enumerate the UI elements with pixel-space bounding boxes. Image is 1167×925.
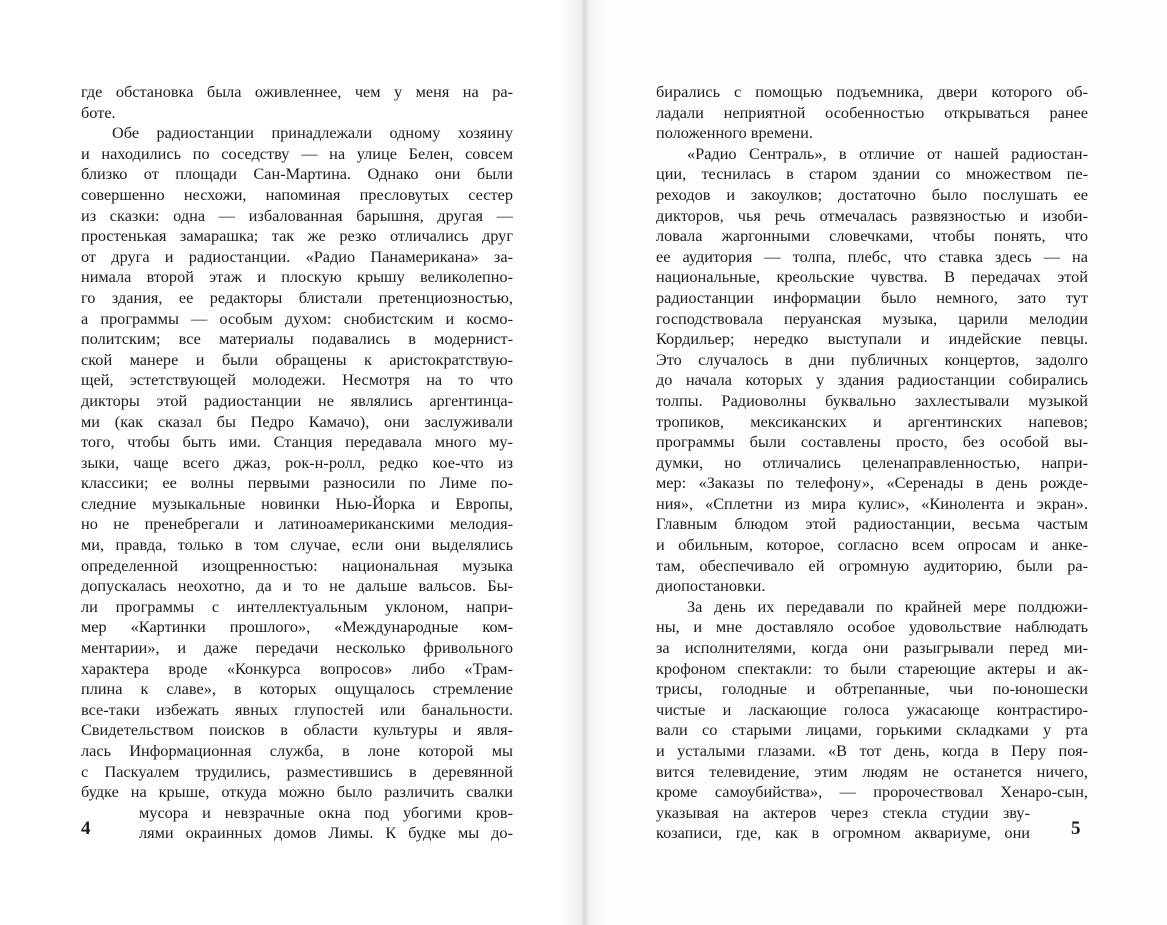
- text-line: мусора и невзрачные окна под убогими кров-: [139, 802, 513, 822]
- text-line: мер: «Заказы по телефону», «Серенады в день рожде-: [656, 473, 1088, 493]
- text-line: ми (как сказал бы Педро Камачо), они заслуживали: [81, 411, 513, 431]
- text-line: «Радио Сентраль», в отличие от нашей радиостан-: [687, 143, 1088, 163]
- text-line: простенькая замарашка; так же резко отличались друг: [81, 226, 513, 246]
- text-line: ловала жаргонными словечками, чтобы понять, что: [656, 226, 1088, 246]
- text-line: все-таки избежать явных глупостей или банальности.: [81, 699, 513, 719]
- text-line: трисы, голодные и обтрепанные, чьи по-юношески: [656, 679, 1088, 699]
- text-line: от друга и радиостанции. «Радио Панамерикана» за-: [81, 246, 513, 266]
- text-line: лась Информационная служба, в лоне которой мы: [81, 741, 513, 760]
- text-line: где обстановка была оживленнее, чем у меня на ра-: [81, 82, 513, 101]
- text-line: того, чтобы быть ими. Станция передавала много му-: [81, 432, 513, 452]
- text-line: ции, теснилась в старом здании со множеством пе-: [656, 164, 1088, 184]
- text-line: думки, но отличались целенаправленностью, напри-: [656, 452, 1088, 472]
- text-line: политским; все материалы подавались в модернист-: [81, 329, 513, 349]
- text-line: классики; ее волны первыми разносили по Лиме по-: [81, 473, 513, 493]
- text-line: до начала которых у здания радиостанции собирались: [656, 370, 1088, 390]
- text-line: программы были составлены просто, без особой вы-: [656, 432, 1088, 452]
- text-line: боте.: [81, 102, 116, 122]
- text-line: радиостанции информации было немного, зато тут: [656, 287, 1088, 307]
- text-line: ской манере и были обращены к аристократствую-: [81, 349, 513, 369]
- text-line: диопостановки.: [656, 576, 766, 596]
- text-line: козаписи, где, как в огромном аквариуме, они: [656, 823, 1030, 843]
- right-page-text: [656, 82, 1088, 844]
- text-line: господствовала перуанская музыка, царили мелодии: [656, 308, 1088, 328]
- text-line: близко от площади Сан-Мартина. Однако они были: [81, 164, 513, 184]
- text-line: следние музыкальные новинки Нью-Йорка и Европы,: [81, 493, 513, 513]
- text-line: Кордильер; нередко выступали и индейские певцы.: [656, 329, 1088, 349]
- text-line: но не пренебрегали и латиноамериканскими мелодия-: [81, 514, 513, 534]
- text-line: толпы. Радиоволны буквально захлестывали музыкой: [656, 390, 1088, 410]
- text-line: Обе радиостанции принадлежали одному хозяину: [112, 123, 513, 143]
- text-line: ны, и мне доставляло особое удовольствие наблюдать: [656, 617, 1088, 637]
- text-line: характера вроде «Конкурса вопросов» либо «Трам-: [81, 658, 513, 678]
- text-line: ладали неприятной особенностью открываться ранее: [656, 102, 1088, 122]
- text-line: ментарии», и даже передачи несколько фривольного: [81, 638, 513, 658]
- text-line: вали со старыми лицами, горькими складками у рта: [656, 720, 1088, 740]
- text-line: совершенно несхожи, напоминая пресловутых сестер: [81, 184, 513, 204]
- text-line: вится телевидение, этим людям не останется ничего,: [656, 761, 1088, 781]
- right-page: [583, 0, 1167, 925]
- text-line: указывая на актеров через стекла студии зву-: [656, 802, 1030, 822]
- text-line: Главным блюдом этой радиостанции, весьма частым: [656, 514, 1088, 534]
- text-line: ли программы с интеллектуальным уклоном, напри-: [81, 596, 513, 616]
- text-line: Это случалось в дни публичных концертов, задолго: [656, 349, 1088, 369]
- text-line: плина к славе», в которых ощущалось стремление: [81, 679, 513, 699]
- text-line: тропиков, мексиканских и аргентинских напевов;: [656, 411, 1088, 431]
- text-line: дикторы этой радиостанции не являлись аргентинца-: [81, 390, 513, 410]
- text-line: и усталыми глазами. «В тот день, когда в Перу поя-: [656, 741, 1088, 760]
- left-page: [0, 0, 583, 925]
- text-line: бирались с помощью подъемника, двери которого об-: [656, 82, 1088, 101]
- text-line: национальные, креольские чувства. В передачах этой: [656, 267, 1088, 287]
- text-line: кроме самоубийства», — пророчествовал Хенаро-сын,: [656, 782, 1088, 802]
- text-line: реходов и закоулков; достаточно было послушать ее: [656, 184, 1088, 204]
- left-page-text: [81, 82, 513, 844]
- text-line: ния», «Сплетни из мира кулис», «Кинолента и экран».: [656, 493, 1088, 513]
- text-line: ми, правда, только в том случае, если они выделялись: [81, 535, 513, 555]
- page-number-left: 4: [81, 818, 91, 839]
- text-line: положенного времени.: [656, 123, 813, 143]
- text-line: За день их передавали по крайней мере полдюжи-: [687, 596, 1088, 616]
- text-line: будке на крыше, откуда можно было различить свалки: [81, 782, 513, 802]
- text-line: и находились по соседству — на улице Белен, совсем: [81, 143, 513, 163]
- text-line: из сказки: одна — избалованная барышня, другая —: [81, 205, 513, 225]
- text-line: зыки, чаще всего джаз, рок-н-ролл, редко кое-что из: [81, 452, 513, 472]
- text-line: а программы — особым духом: снобистским и космо-: [81, 308, 513, 328]
- text-line: чистые и ласкающие голоса ужасающе контрастиро-: [656, 699, 1088, 719]
- text-line: мер «Картинки прошлого», «Международные ком-: [81, 617, 513, 637]
- text-line: с Паскуалем трудились, разместившись в деревянной: [81, 761, 513, 781]
- page-number-right: 5: [1071, 818, 1081, 839]
- text-line: ее аудитория — толпа, плебс, что ставка здесь — на: [656, 246, 1088, 266]
- text-line: лями окраинных домов Лимы. К будке мы до-: [139, 823, 513, 843]
- text-line: допускалась неохотно, да и то не дальше вальсов. Бы-: [81, 576, 513, 596]
- text-line: крофоном спектакли: то были стареющие актеры и ак-: [656, 658, 1088, 678]
- text-line: щей, эстетствующей молодежи. Несмотря на то что: [81, 370, 513, 390]
- text-line: нимала второй этаж и плоскую крышу великолепно-: [81, 267, 513, 287]
- text-line: го здания, ее редакторы блистали претенциозностью,: [81, 287, 513, 307]
- text-line: там, обеспечивало ей огромную аудиторию, были ра-: [656, 555, 1088, 575]
- text-line: Свидетельством поисков в области культуры и явля-: [81, 720, 513, 740]
- text-line: определенной изощренностью: национальная музыка: [81, 555, 513, 575]
- text-line: за исполнителями, когда они разыгрывали перед ми-: [656, 638, 1088, 658]
- text-line: дикторов, чья речь отмечалась развязностью и изоби-: [656, 205, 1088, 225]
- text-line: и обильным, которое, согласно всем опросам и анке-: [656, 535, 1088, 555]
